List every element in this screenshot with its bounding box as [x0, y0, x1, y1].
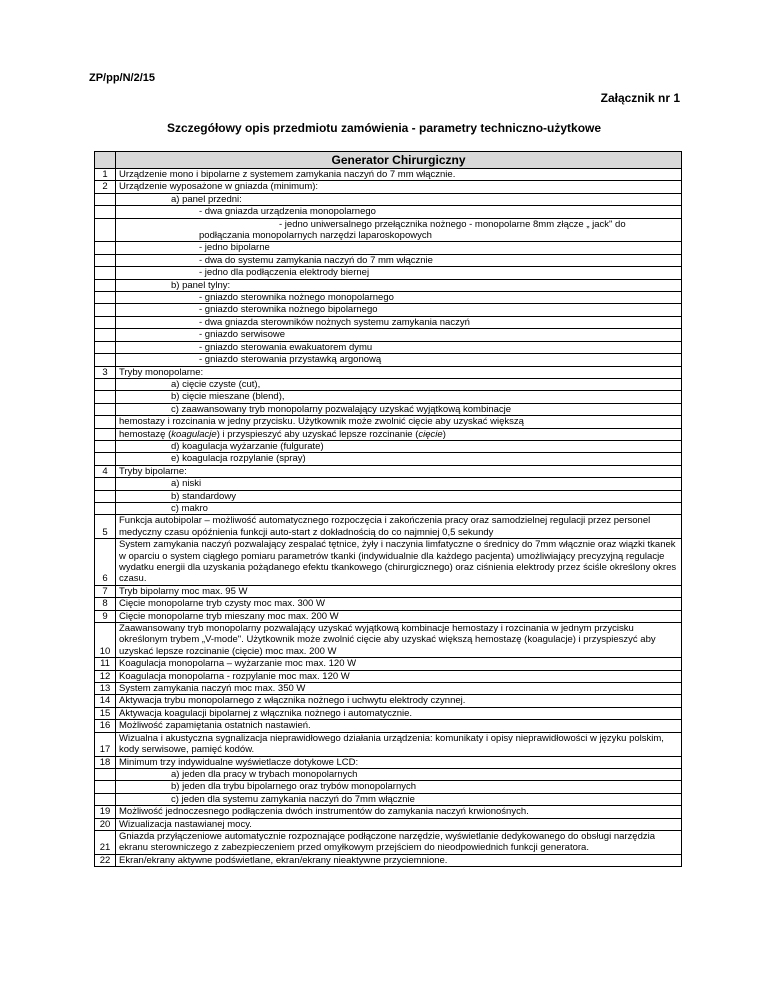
row-text: Koagulacja monopolarna – wyżarzanie moc max. 120 W	[116, 658, 682, 670]
row-number: 6	[95, 539, 116, 586]
row-number	[95, 428, 116, 440]
row-text: Urządzenie mono i bipolarne z systemem zamykania naczyń do 7 mm włącznie.	[116, 169, 682, 181]
table-row	[95, 304, 682, 316]
row-text: hemostazę (koagulacje) i przyspieszyć aby uzyskać lepsze rozcinanie (cięcie)	[116, 428, 682, 440]
specification-table	[94, 151, 682, 867]
table-row	[95, 254, 682, 266]
row-text: Aktywacja koagulacji bipolarnej z włącznika nożnego i automatycznie.	[116, 707, 682, 719]
row-text: - gniazdo sterowania przystawką argonową	[116, 354, 682, 366]
document-title: Szczegółowy opis przedmiotu zamówienia - parametry techniczno-użytkowe	[166, 121, 602, 135]
row-text: - dwa gniazda urządzenia monopolarnego	[116, 206, 682, 218]
row-text: - dwa do systemu zamykania naczyń do 7 mm włącznie	[116, 254, 682, 266]
row-text: a) jeden dla pracy w trybach monopolarnych	[116, 768, 682, 780]
row-number	[95, 391, 116, 403]
row-text: Cięcie monopolarne tryb mieszany moc max. 200 W	[116, 610, 682, 622]
table-row	[95, 193, 682, 205]
row-number: 16	[95, 720, 116, 732]
table-row	[95, 490, 682, 502]
row-number	[95, 193, 116, 205]
row-text: Wizualna i akustyczna sygnalizacja nieprawidłowego działania urządzenia: komunikaty i opisy nieprawidłowości w języku polskim, kody serwisowe, pamięć kodów.	[116, 732, 682, 756]
table-row	[95, 720, 682, 732]
row-text: System zamykania naczyń moc max. 350 W	[116, 683, 682, 695]
row-number: 3	[95, 366, 116, 378]
table-row	[95, 316, 682, 328]
row-number	[95, 279, 116, 291]
row-text: b) cięcie mieszane (blend),	[116, 391, 682, 403]
row-number	[95, 453, 116, 465]
table-row	[95, 707, 682, 719]
row-text: c) makro	[116, 502, 682, 514]
row-number: 12	[95, 670, 116, 682]
table-row	[95, 598, 682, 610]
row-text: b) panel tylny:	[116, 279, 682, 291]
row-text: - gniazdo sterowania ewakuatorem dymu	[116, 341, 682, 353]
table-row	[95, 793, 682, 805]
row-number: 19	[95, 806, 116, 818]
row-number: 13	[95, 683, 116, 695]
row-text: Funkcja autobipolar – możliwość automatycznego rozpoczęcia i zakończenia pracy oraz samodzielnej regulacji przez personel medyczny czasu opóźnienia funkcji auto-start z dokładnością do co najmniej 0,5 sekundy	[116, 515, 682, 539]
table-heading: Generator Chirurgiczny	[116, 152, 682, 169]
row-number	[95, 793, 116, 805]
row-number: 5	[95, 515, 116, 539]
table-row	[95, 610, 682, 622]
row-number	[95, 267, 116, 279]
annex-label: Załącznik nr 1	[600, 91, 680, 105]
row-number	[95, 341, 116, 353]
row-number	[95, 378, 116, 390]
row-number	[95, 781, 116, 793]
table-row	[95, 440, 682, 452]
row-number: 18	[95, 756, 116, 768]
row-text: - gniazdo sterownika nożnego monopolarnego	[116, 292, 682, 304]
row-text: Możliwość jednoczesnego podłączenia dwóch instrumentów do zamykania naczyń krwionośnych.	[116, 806, 682, 818]
table-heading-row	[95, 152, 682, 169]
row-number: 8	[95, 598, 116, 610]
table-row	[95, 391, 682, 403]
row-text: Wizualizacja nastawianej mocy.	[116, 818, 682, 830]
row-text: - gniazdo serwisowe	[116, 329, 682, 341]
row-text: d) koagulacja wyżarzanie (fulgurate)	[116, 440, 682, 452]
table-row	[95, 756, 682, 768]
row-number	[95, 502, 116, 514]
table-row	[95, 806, 682, 818]
row-text: Aktywacja trybu monopolarnego z włącznika nożnego i uchwytu elektrody czynnej.	[116, 695, 682, 707]
row-number: 11	[95, 658, 116, 670]
row-number	[95, 403, 116, 415]
row-text: Tryby bipolarne:	[116, 465, 682, 477]
row-text: c) zaawansowany tryb monopolarny pozwalający uzyskać wyjątkową kombinacje	[116, 403, 682, 415]
row-text: Urządzenie wyposażone w gniazda (minimum):	[116, 181, 682, 193]
table-row	[95, 416, 682, 428]
row-number: 20	[95, 818, 116, 830]
row-number: 15	[95, 707, 116, 719]
row-number	[95, 206, 116, 218]
row-text: - jedno bipolarne	[116, 242, 682, 254]
row-number	[95, 478, 116, 490]
table-row	[95, 267, 682, 279]
row-text-line: podłączania monopolarnych narzędzi laparoskopowych	[199, 230, 432, 242]
table-row	[95, 830, 682, 854]
table-row	[95, 695, 682, 707]
row-number	[95, 354, 116, 366]
row-text: e) koagulacja rozpylanie (spray)	[116, 453, 682, 465]
table-row	[95, 169, 682, 181]
row-text: - jedno dla podłączenia elektrody biernej	[116, 267, 682, 279]
table-row	[95, 768, 682, 780]
table-row	[95, 292, 682, 304]
table-row	[95, 502, 682, 514]
table-row	[95, 854, 682, 866]
row-number	[95, 242, 116, 254]
row-text: Tryb bipolarny moc max. 95 W	[116, 585, 682, 597]
document-reference: ZP/pp/N/2/15	[89, 72, 156, 84]
row-text: Zaawansowany tryb monopolarny pozwalający uzyskać wyjątkową kombinacje hemostazy i rozcinania w jednym przycisku określonym trybem „V-mode". Użytkownik może zwolnić cięcie aby uzyskać większą hemostazę (koagulacje) i przyspieszyć aby uzyskać lepsze rozcinanie (cięcie) moc max. 200 W	[116, 623, 682, 658]
row-number: 1	[95, 169, 116, 181]
row-number	[95, 768, 116, 780]
row-text: - dwa gniazda sterowników nożnych systemu zamykania naczyń	[116, 316, 682, 328]
table-row	[95, 670, 682, 682]
table-row	[95, 428, 682, 440]
row-text: Koagulacja monopolarna - rozpylanie moc max. 120 W	[116, 670, 682, 682]
table-row	[95, 341, 682, 353]
heading-number-cell	[95, 152, 116, 169]
table-row	[95, 354, 682, 366]
row-text: - gniazdo sterownika nożnego bipolarnego	[116, 304, 682, 316]
table-row	[95, 181, 682, 193]
row-number: 22	[95, 854, 116, 866]
row-number: 21	[95, 830, 116, 854]
row-number	[95, 304, 116, 316]
row-number: 7	[95, 585, 116, 597]
row-text: hemostazy i rozcinania w jedny przycisku. Użytkownik może zwolnić cięcie aby uzyskać większą	[116, 416, 682, 428]
row-number	[95, 292, 116, 304]
table-row	[95, 206, 682, 218]
row-number	[95, 329, 116, 341]
row-number	[95, 316, 116, 328]
row-text: a) niski	[116, 478, 682, 490]
row-number	[95, 440, 116, 452]
table-row	[95, 366, 682, 378]
row-number	[95, 416, 116, 428]
table-row	[95, 378, 682, 390]
row-text: Gniazda przyłączeniowe automatycznie rozpoznające podłączone narzędzie, wyświetlanie dedykowanego do obsługi narzędzia ekranu sterowniczego z zabezpieczeniem przed omyłkowym przejściem do nieodpowiednich funkcji generatora.	[116, 830, 682, 854]
row-text: a) cięcie czyste (cut),	[116, 378, 682, 390]
table-row	[95, 539, 682, 586]
table-row	[95, 623, 682, 658]
row-text-line: - jedno uniwersalnego przełącznika nożnego - monopolarne 8mm złącze „ jack" do	[279, 218, 626, 230]
row-text: Możliwość zapamiętania ostatnich nastawień.	[116, 720, 682, 732]
table-row	[95, 218, 682, 242]
table-row	[95, 683, 682, 695]
row-number: 9	[95, 610, 116, 622]
table-row	[95, 242, 682, 254]
table-row	[95, 658, 682, 670]
row-text: c) jeden dla systemu zamykania naczyń do 7mm włącznie	[116, 793, 682, 805]
row-text: a) panel przedni:	[116, 193, 682, 205]
row-number: 14	[95, 695, 116, 707]
row-number	[95, 254, 116, 266]
table-row	[95, 453, 682, 465]
row-number: 10	[95, 623, 116, 658]
row-text: b) standardowy	[116, 490, 682, 502]
table-row	[95, 279, 682, 291]
row-text: Cięcie monopolarne tryb czysty moc max. 300 W	[116, 598, 682, 610]
row-text: Minimum trzy indywidualne wyświetlacze dotykowe LCD:	[116, 756, 682, 768]
row-text: System zamykania naczyń pozwalający zespalać tętnice, żyły i naczynia limfatyczne o średnicy do 7mm włącznie oraz wiązki tkanek w oparciu o system ciągłego pomiaru parametrów tkanki (indywidualnie dla każdego pacjenta) umożliwiający precyzyjną regulacje wydatku energii dla uzyskania pożądanego efektu tkankowego (chirurgicznego) oraz ciśnienia elektrody przez ściśle określony okres czasu.	[116, 539, 682, 586]
table-row	[95, 515, 682, 539]
table-row	[95, 781, 682, 793]
row-number	[95, 490, 116, 502]
row-number	[95, 218, 116, 242]
row-text: Ekran/ekrany aktywne podświetlane, ekran/ekrany nieaktywne przyciemnione.	[116, 854, 682, 866]
table-row	[95, 478, 682, 490]
row-text: Tryby monopolarne:	[116, 366, 682, 378]
row-text: b) jeden dla trybu bipolarnego oraz trybów monopolarnych	[116, 781, 682, 793]
row-number: 2	[95, 181, 116, 193]
table-row	[95, 585, 682, 597]
row-text	[116, 218, 682, 242]
table-row	[95, 403, 682, 415]
table-row	[95, 329, 682, 341]
table-row	[95, 818, 682, 830]
table-row	[95, 465, 682, 477]
row-number: 17	[95, 732, 116, 756]
table-row	[95, 732, 682, 756]
row-number: 4	[95, 465, 116, 477]
